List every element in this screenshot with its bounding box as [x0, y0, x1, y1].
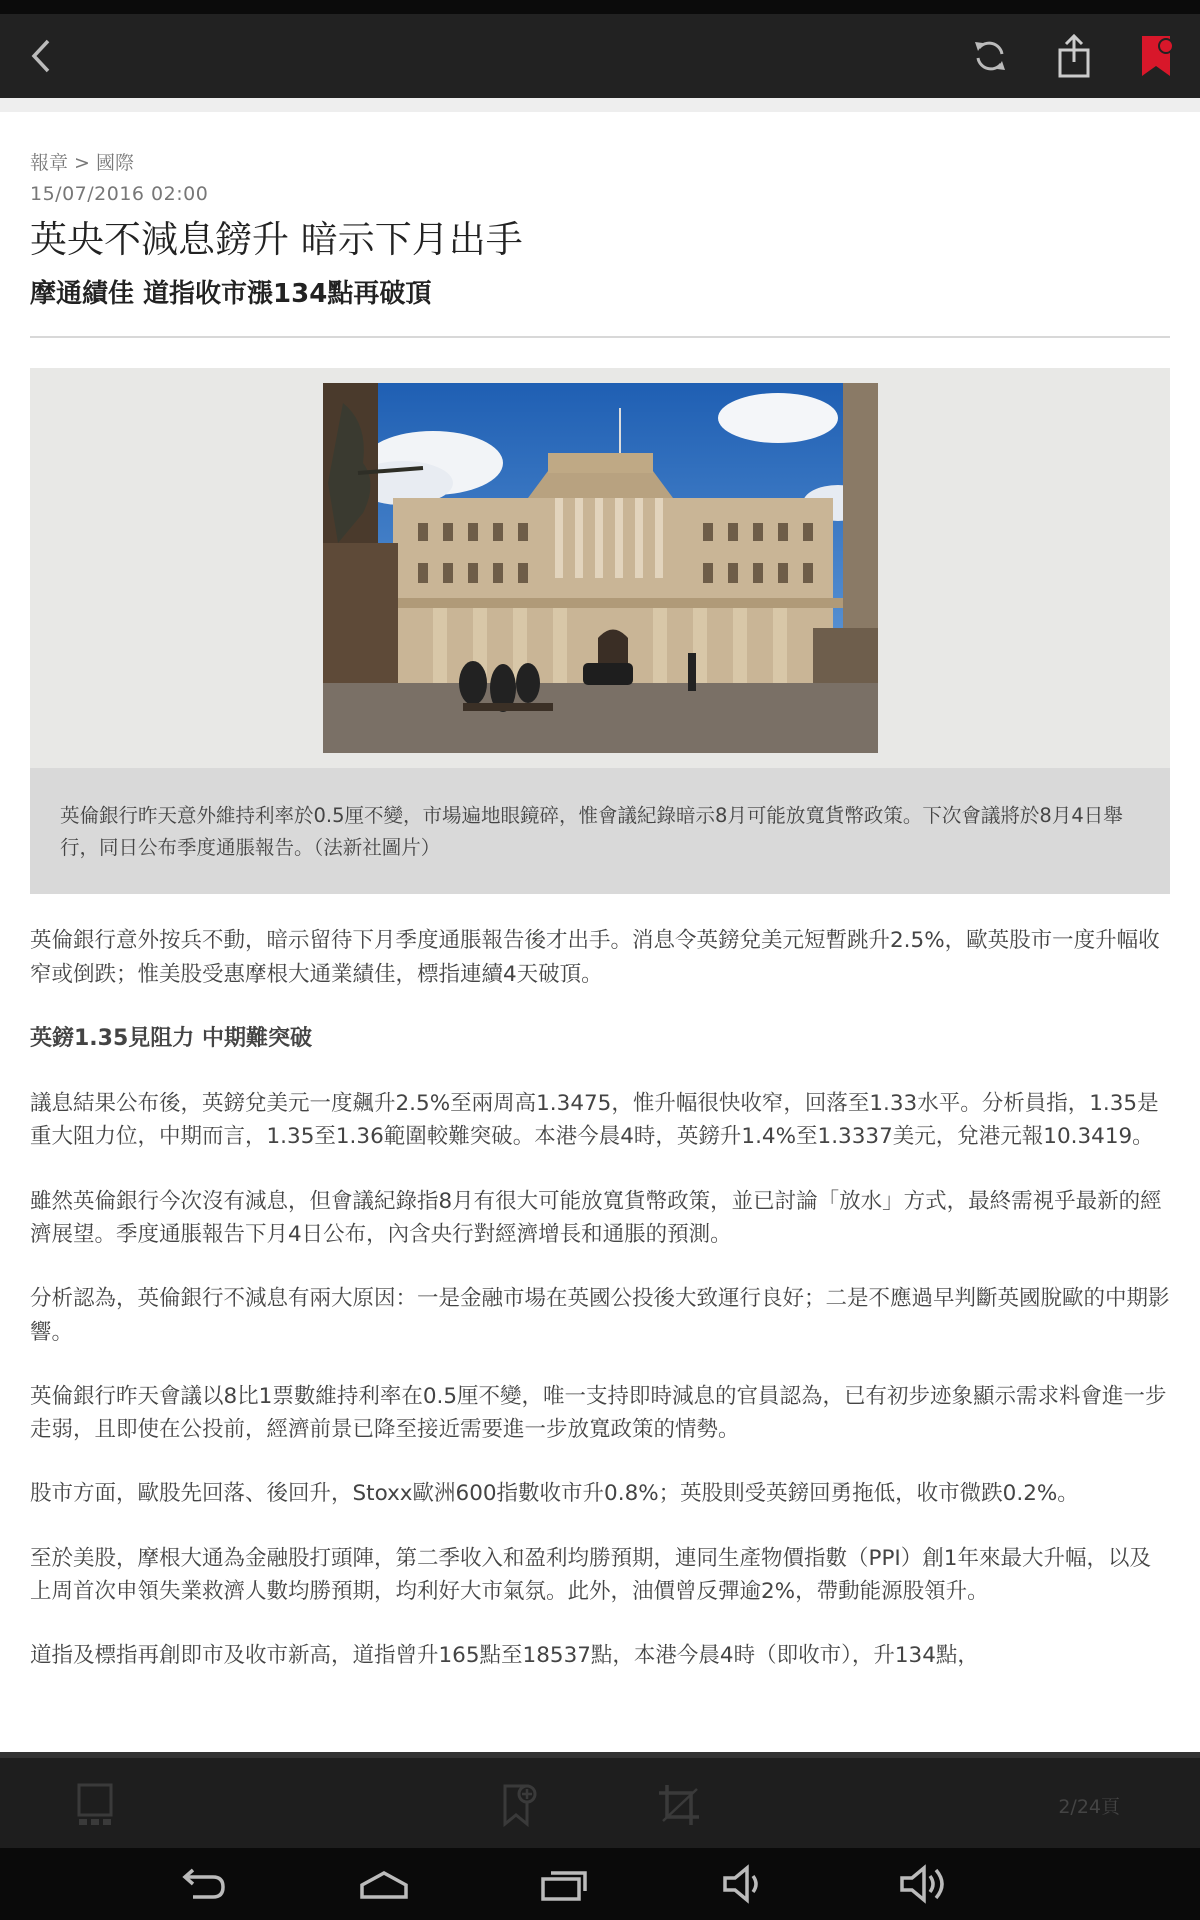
article-body	[30, 924, 1170, 1672]
crop-icon	[657, 1783, 701, 1827]
section-heading: 英鎊1.35見阻力 中期難突破	[30, 1025, 312, 1051]
bookmark-add-icon	[499, 1782, 539, 1828]
nav-home-button[interactable]	[354, 1862, 414, 1906]
thumbnails-button[interactable]	[70, 1780, 120, 1830]
volume-down-button[interactable]	[714, 1862, 774, 1906]
paragraph: 分析認為，英倫銀行不減息有兩大原因：一是金融市場在英國公投後大致運行良好；二是不應過早判斷英國脫歐的中期影響。	[30, 1286, 1170, 1345]
refresh-button[interactable]	[966, 32, 1014, 80]
breadcrumb: 報章 > 國際	[30, 152, 134, 174]
volume-up-icon	[896, 1864, 952, 1904]
article-photo[interactable]	[323, 383, 878, 753]
paragraph: 股市方面，歐股先回落、後回升，Stoxx歐洲600指數收市升0.8%；英股則受英鎊回勇拖低，收市微跌0.2%。	[30, 1481, 1079, 1507]
share-icon	[1056, 34, 1092, 78]
chevron-left-icon	[26, 36, 58, 76]
top-toolbar	[0, 14, 1200, 98]
toolbar-divider	[0, 98, 1200, 112]
article-date: 15/07/2016 02:00	[30, 183, 209, 205]
android-home-icon	[358, 1867, 410, 1901]
status-bar	[0, 0, 1200, 14]
title-divider	[30, 336, 1170, 338]
article-subtitle: 摩通績佳 道指收市漲134點再破頂	[30, 279, 432, 310]
back-button[interactable]	[18, 32, 66, 80]
reader-bottom-bar	[0, 1752, 1200, 1848]
add-bookmark-button[interactable]	[494, 1780, 544, 1830]
page-indicator: 2/24頁	[1058, 1796, 1120, 1818]
nav-back-button[interactable]	[172, 1862, 232, 1906]
volume-down-icon	[719, 1864, 769, 1904]
grid-icon	[75, 1783, 115, 1827]
crop-button[interactable]	[654, 1780, 704, 1830]
nav-recents-button[interactable]	[534, 1862, 594, 1906]
share-button[interactable]	[1050, 32, 1098, 80]
volume-up-button[interactable]	[894, 1862, 954, 1906]
article-title: 英央不減息鎊升 暗示下月出手	[30, 218, 523, 261]
paragraph: 道指及標指再創即市及收市新高，道指曾升165點至18537點，本港今晨4時（即收市），升134點，	[30, 1643, 979, 1669]
bookmark-icon	[1138, 34, 1174, 78]
article-page[interactable]	[0, 112, 1200, 1752]
paragraph: 議息結果公布後，英鎊兌美元一度飆升2.5%至兩周高1.3475，惟升幅很快收窄，回落至1.33水平。分析員指，1.35是重大阻力位，中期而言，1.35至1.36範圍較難突破。本港今晨4時，英鎊升1.4%至1.3337美元，兌港元報10.3419。	[30, 1090, 1159, 1150]
refresh-icon	[970, 36, 1010, 76]
paragraph: 至於美股，摩根大通為金融股打頭陣，第二季收入和盈利均勝預期，連同生產物價指數（PPI）創1年來最大升幅，以及上周首次申領失業救濟人數均勝預期，均利好大市氣氛。此外，油價曾反彈逾2%，帶動能源股領升。	[30, 1545, 1151, 1605]
android-nav-bar	[0, 1848, 1200, 1920]
photo-caption: 英倫銀行昨天意外維持利率於0.5厘不變，市場遍地眼鏡碎，惟會議紀錄暗示8月可能放寬貨幣政策。下次會議將於8月4日舉行，同日公布季度通脹報告。（法新社圖片）	[30, 768, 1170, 894]
android-recents-icon	[539, 1867, 589, 1901]
bank-of-england-photo	[323, 383, 878, 753]
paragraph: 英倫銀行昨天會議以8比1票數維持利率在0.5厘不變，唯一支持即時減息的官員認為，已有初步迹象顯示需求料會進一步走弱，且即使在公投前，經濟前景已降至接近需要進一步放寬政策的情勢。	[30, 1383, 1167, 1443]
article-figure	[30, 368, 1170, 894]
paragraph: 英倫銀行意外按兵不動，暗示留待下月季度通脹報告後才出手。消息令英鎊兌美元短暫跳升2.5%，歐英股市一度升幅收窄或倒跌；惟美股受惠摩根大通業績佳，標指連續4天破頂。	[30, 928, 1160, 987]
bookmark-button[interactable]	[1132, 32, 1180, 80]
paragraph: 雖然英倫銀行今次沒有減息，但會議紀錄指8月有很大可能放寬貨幣政策，並已討論「放水」方式，最終需視乎最新的經濟展望。季度通脹報告下月4日公布，內含央行對經濟增長和通脹的預測。	[30, 1188, 1162, 1247]
android-back-icon	[177, 1867, 227, 1901]
